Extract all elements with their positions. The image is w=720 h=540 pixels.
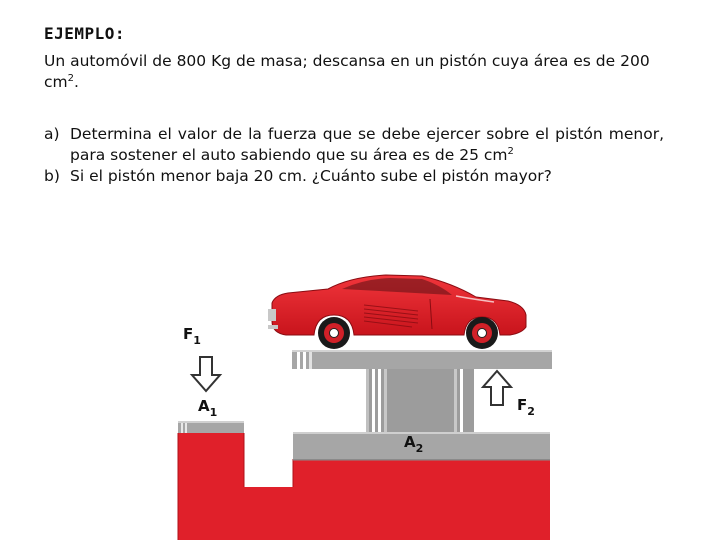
force-large-subscript: 2 (527, 405, 535, 418)
question-b-marker: b) (44, 167, 60, 185)
force-small-label: $F_1$ (183, 325, 201, 347)
car-icon (268, 275, 526, 349)
small-cylinder-fluid (178, 433, 244, 540)
question-b-text: Si el pistón menor baja 20 cm. ¿Cuánto sube el pistón mayor? (70, 167, 552, 185)
area-small-label: $A_1$ (198, 397, 218, 419)
hydraulic-press-svg (160, 265, 560, 540)
area-large-label: $A_2$ (404, 433, 424, 455)
car-wheel-front (466, 317, 498, 349)
large-cylinder-fluid (293, 459, 550, 540)
area-large-subscript: 2 (415, 442, 424, 455)
question-list (44, 124, 664, 187)
car-wheel-rear (318, 317, 350, 349)
example-heading: EJEMPLO: (44, 24, 126, 43)
problem-statement-text: Un automóvil de 800 Kg de masa; descansa en un pistón cuya área es de 200 cm (44, 52, 650, 91)
arrow-down-icon (192, 357, 220, 391)
question-a-text: Determina el valor de la fuerza que se debe ejercer sobre el pistón menor, para sostener el auto sabiendo que su área es de 25 cm (70, 125, 664, 164)
large-piston-column (366, 369, 474, 432)
force-large-label: $F_2$ (517, 396, 535, 418)
problem-statement (44, 51, 664, 93)
small-piston (178, 421, 244, 433)
car-rear-bumper (268, 309, 276, 321)
area-small-subscript: 1 (209, 406, 218, 419)
question-a-exponent: 2 (507, 145, 514, 157)
question-a (44, 124, 664, 166)
problem-statement-end: . (74, 73, 79, 91)
arrow-up-icon (483, 371, 511, 405)
question-a-marker: a) (44, 125, 60, 143)
hydraulic-press-diagram (160, 265, 560, 540)
connecting-channel-fluid (244, 487, 293, 540)
large-piston-platform (292, 350, 552, 369)
question-b (44, 166, 664, 187)
area-exponent: 2 (67, 72, 74, 84)
force-small-subscript: 1 (193, 334, 201, 347)
